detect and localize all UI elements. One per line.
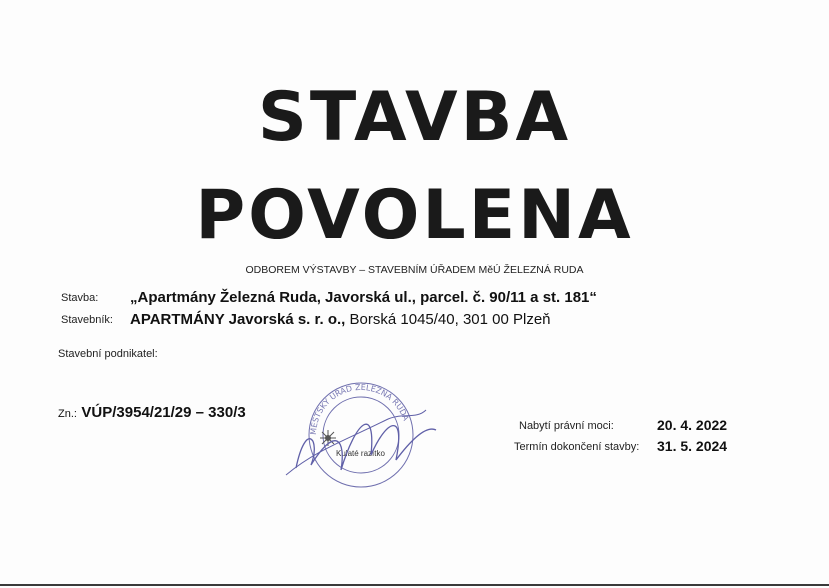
stamp-ring-text <box>308 381 411 435</box>
title-line-1: STAVBA <box>257 78 572 157</box>
stamp-signature <box>276 380 446 490</box>
reference-label: Zn.: <box>58 408 77 420</box>
issuing-authority: ODBOREM VÝSTAVBY – STAVEBNÍM ÚŘADEM MěÚ ŽELEZNÁ RUDA <box>245 264 584 276</box>
stavba-label: Stavba: <box>61 292 99 304</box>
reference-number <box>58 404 246 422</box>
stavebnik-address: Borská 1045/40, 301 00 Plzeň <box>349 311 551 328</box>
stavebnik-value <box>130 311 551 328</box>
stamp-ring-textpath: MĚSTSKÝ ÚŘAD ŽELEZNÁ RUDA <box>308 382 411 436</box>
podnikatel-label: Stavební podnikatel: <box>58 348 158 360</box>
stamp-text: Kulaté razítko <box>336 449 385 458</box>
stavebnik-label: Stavebník: <box>61 314 113 326</box>
completion-date-value: 31. 5. 2024 <box>657 438 728 454</box>
stavebnik-name: APARTMÁNY Javorská s. r. o., <box>130 311 346 328</box>
reference-value: VÚP/3954/21/29 – 330/3 <box>81 404 246 421</box>
effective-date-label: Nabytí právní moci: <box>519 420 614 432</box>
title-line-2: POVOLENA <box>195 176 634 255</box>
stamp-inner-ring <box>323 397 399 473</box>
stavba-value: „Apartmány Železná Ruda, Javorská ul., parcel. č. 90/11 a st. 181“ <box>130 289 597 306</box>
effective-date-value: 20. 4. 2022 <box>657 417 728 433</box>
completion-date-label: Termín dokončení stavby: <box>514 441 640 453</box>
bottom-border <box>0 584 829 586</box>
